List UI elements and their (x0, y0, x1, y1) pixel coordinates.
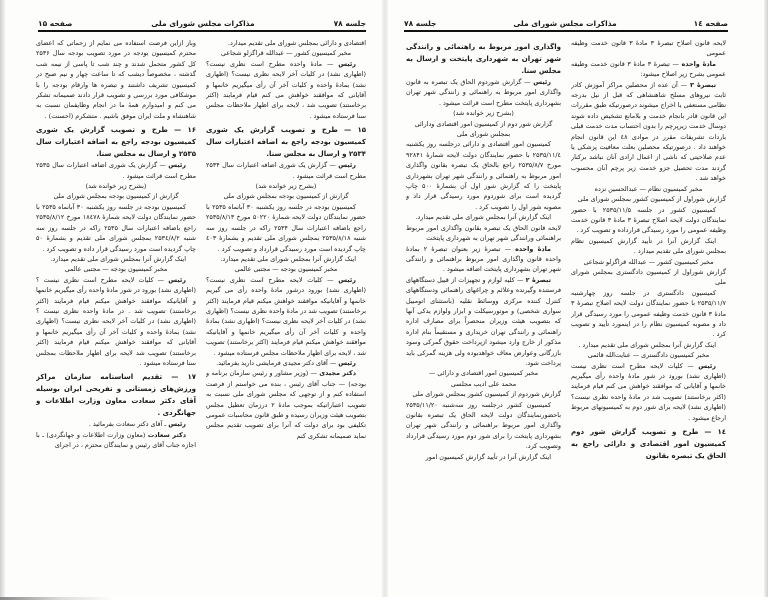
scan-edge-left (0, 0, 5, 600)
centered-line: گزارش از کمیسیون بودجه بمجلس شورای ملی (53, 192, 179, 201)
speaker-name: مادهٔ واحده (515, 244, 551, 253)
speech-text: — کلیات لایحه مطرح است نظری نیست ؟ (اظهاری نشد) بورود در شور مادهٔ واحده رأی میگیریم خانمها و آقایانیکه موافقند خواهش میکنم قیام فرمایند (اکثر برخاستند) تصویب شد . در مادهٔ واحده نظری نیست ؟ (اظهاری نشد) در کلیات آخر لایحه نظری نیست؟ (اظهاری نشد) بمادهٔ واحده و کلیات آخر آن رأی میگیریم خانمها و آقایانی که موافقند خواهش میکنم قیام فرمایند (اکثر برخاستند) تصویب شد لایحه برای اظهار ملاحظات بمجلس سنا فرستاده میشود . (36, 275, 196, 367)
agenda-item-heading: ۱۶ — طرح و تصویب گزارش یک شوری کمیسیون بودجه راجع به اضافه اعتبارات سال ۲۵۳۵ و ارسال به مجلس سنا. (36, 126, 196, 159)
text-columns (36, 38, 366, 600)
column-left (406, 38, 561, 600)
speech-text: — تبصرهٔ زیر بعنوان تبصرهٔ ۲ بمادهٔ واحده قانون واگذاری امور مربوط براهنمائی و رانندگی شهر تهران بشهرداری پایتخت اضافه میشود . (406, 244, 561, 274)
speech-text: — گزارش شوردوم الحاق یک تبصره به قانون واگذاری امور مربوط به راهنمائی و رانندگی شهر تهران بشهرداری پایتخت مطرح است قرائت میشود . (406, 78, 561, 107)
column-left (36, 38, 196, 600)
centered-line: مخبر کمیسیون امور اقتصادی و دارائی — (428, 369, 539, 378)
centered-line: مخبر کمیسیون بودجه — مجتبی عالمی (234, 265, 338, 274)
speech-paragraph (406, 77, 561, 108)
agenda-item-heading: ۱٤ — طرح و تصویب گزارش شور دوم کمیسیون امور اقتصادی و دارائی راجع به الحاق یک تبصره بقانون (571, 428, 726, 461)
page-14 (392, 0, 764, 600)
speech-paragraph (36, 160, 196, 181)
speech-paragraph (571, 59, 726, 80)
speech-paragraph (36, 419, 196, 429)
speech-text: (معاون وزارت اطلاعات و جهانگردی) ـ با اجازه جناب آقای رئیس و نمایندگان محترم ، در اجرای (36, 430, 196, 450)
page-15 (8, 0, 380, 600)
body-paragraph: لایحه قانون الحاق یک تبصره بقانون واگذاری امور مربوط براهنمائی ورانندگی شهر تهران به شهرداری پایتخت (406, 223, 561, 243)
speaker-name: تبصرهٔ ۳ (689, 80, 716, 89)
text-columns (406, 38, 726, 600)
agenda-item-heading: واگذاری امور مربوط به راهنمائی و رانندگی شهر تهران به شهرداری پایتخت و ارسال به مجلس سنا. (406, 43, 561, 75)
body-paragraph: اینک گزارش آنرا در تأیید گزارش کمیسیون نظام بمجلس شورای ملی تقدیم میدارد . (571, 236, 726, 256)
speech-paragraph (206, 275, 366, 358)
centered-line: گزارش شور دوم از کمیسیون امور اقتصادی ودارائی بمجلس شورای ملی (414, 119, 553, 139)
session-label: جلسه ۷۸ (333, 19, 366, 28)
speech-text: — آقای دکتر مجیدی فرمایشی دارید بفرمائید. (216, 358, 339, 367)
body-paragraph: کمیسیون بودجه در جلسه روز یکشنبه ۳۰ آبانماه ۲۵۳۵ با حضور نمایندگان دولت لایحه شمارهٔ ۵۰۲۲۰ مورخ ۲۵۳۵/۸/۱۳ راجع باضافه اعتبارات سال ۲۵۳۴ راکه در جلسه روز سه شنبه ۲۵۳۵/۸/۱۸ بمجلس شورای ملی تقدیم و بشمارهٔ ٤۰۳ چاپ گردیده است مورد رسیدگی قرارداد و تصویب کرد . (206, 202, 366, 253)
centered-line: مخبر کمیسیون کشور — عبدالله قراگزلو شجاعی (220, 49, 352, 58)
centered-line: مخبر کمیسیون دادگستری — عنایت‌الله قائمی (587, 351, 710, 360)
speaker-name: مادهٔ واحده (681, 59, 716, 68)
body-paragraph: گزارش شوراول از کمیسیون کشور بمجلس شورای ملی (577, 195, 726, 204)
speech-paragraph (206, 368, 366, 441)
book-gutter (382, 0, 388, 600)
body-paragraph: اینک گزارش آنرا بمجلس شورای ملی تقدیم میدارد . (578, 340, 716, 349)
page-header (404, 12, 728, 32)
speech-paragraph (206, 59, 366, 121)
centered-line: مخبر کمیسیون کشور — عبدالله قراگزلو شجاعی (583, 257, 714, 266)
speech-text: — آن عده از محصلین مراکز آموزش کادر ثابت نیروهای مسلح شاهنشاهی که قبل از نیل بدرجه نظامی مستعفی یا اخراج میشوند درصورتیکه طبق مقررات این قانون قادر بانجام خدمت و بلامانع تشخیص داده شوند دوسال خدمت زیرپرچم را بدون احتساب مدت خدمت قبلی باردات تشریفات مقرر در موادی ٤۸ این قانون انجام خواهند داد . درصورتیکه محصلین بعلت معافیت پزشکی یا عدم صلاحیتی که ناشی از اعمال ارادی آنان نباشد برکنار گردند مدت تحصیل جزو خدمت زیر پرچم آنان محسوب خواهد شد . (571, 80, 726, 183)
speech-paragraph (406, 275, 561, 369)
column-right (206, 38, 366, 600)
body-paragraph: کمیسیون کشور درجلسه روز سه‌شنبه ۲۵۳۵/۱۱/۲۰ باحضورنمایندگان دولت لایحه الحاق یک تبصره بقانون واگذاری امور مربوط براهنمائی و رانندگی شهر تهران بشهرداری پایتخت را برای شور دوم مورد رسیدگی قرارداد وتصویب کرد. (406, 400, 561, 451)
speech-paragraph (206, 358, 366, 368)
speaker-name: رئیس (338, 59, 356, 68)
speech-text: — مادهٔ واحده مطرح است نظری نیست؟ (اظهاری نشد) در کلیات آخر لایحه نظری نیست؟ (اظهاری نشد) بمادهٔ واحده و کلیات آخر آن رأی میگیریم خانمها و آقایانی که موافقند خواهش می کنم قیام فرمایند (اکثر برخاستند) تصویب شد ، لایحه برای اظهار ملاحظات مجلس سنا فرستاده میشود . (206, 59, 366, 120)
body-paragraph: وباز ازاین فرصت استفاده می نمایم از زحماتی که اعضای محترم کمیسیون بودجه در مورد تصویب بودجه سال ۲۵۳۶ کل کشور متحمل شدند و چند شب تا پاسی از نیمه شب گذشته ، مخصوصاً دیشب که تا ساعت چهار و نیم صبح در کمیسیون تشریف داشتند و تبصره ها وارقام بودجه را با موشکافی مورد بررسی و تصویب قرار دادند صمیمانه تشکر می کنم و امیدوارم همهٔ ما در انجام وظایفمان نسبت به شاهنشاه و ملت ایران موفق باشیم . متشکرم (احسنت) . (36, 39, 196, 120)
speech-paragraph (206, 160, 366, 181)
body-paragraph: اینک گزارش آنرا در تأیید گزارش کمیسیون امور (425, 452, 551, 461)
body-paragraph: اقتصادی و دارائی بمجلس شورای ملی تقدیم میدارد. (227, 39, 366, 47)
body-paragraph: کمیسیون دادگستری در جلسه روز چهارشنبه ۲۵۳۵/۱۱/۷ با حضور نمایندگان دولت لایحه اصلاح تبصرهٔ ۳ مادهٔ ۳ قانون خدمت وظیفه عمومی را مورد رسیدگی قرار داد و مصوبه کمیسیون نظام را در اینمورد تأیید و تصویب کرد . (571, 288, 726, 339)
speech-text: — تبصرهٔ ۳ مادهٔ ۳ قانون خدمت وظیفه عمومی بشرح زیر اصلاح میشود: (571, 59, 726, 79)
centered-line: مخبر کمیسیون نظام — عبدالحسین نزده (594, 184, 703, 193)
body-paragraph: لایحه قانون اصلاح تبصرهٔ ۳ مادهٔ ۳ قانون خدمت وظیفه عمومی (571, 39, 726, 58)
speech-text: — کلیات لایحه مطرح است نظری نیست؟ (اظهاری نشد) بورود درشور مادهٔ واحده رأی می گیریم خانمها و آقایانیکه موافقند خواهش میکنم قیام فرمایند (اکثر برخاستند) تصویب شد در مادهٔ واحده نظری نیست؟ (اظهاری نشد) در کلیات آخر لایحه نظری نیست؟ (اظهاری نشد) بمادهٔ واحده و کلیات آخر آن رأی میگیریم خانمها و آقایانیکه موافقند خواهش میکنم قیام فرمایند (اکثر برخاستند) تصویب شد ، لایحه برای اظهار ملاحظات مجلس فرستاده میشود . (206, 275, 366, 357)
speech-paragraph (36, 430, 196, 451)
agenda-item-heading: ۱۵ — طرح و تصویب گزارش یک شوری کمیسیون بودجه راجع به اضافه اعتبارات سال ۲۵۳۴ و ارسال به مجلس سنا. (206, 126, 366, 159)
page-number: صفحه ۱٤ (693, 19, 728, 28)
scan-edge-right (764, 0, 768, 600)
speech-paragraph (406, 244, 561, 275)
speech-paragraph (36, 275, 196, 369)
body-paragraph: کمیسیون کشور در جلسه ۲۵۳۵/۱۱/۵ با حضور نمایندگان دولت لایحه اصلاح تبصرهٔ ۳ مادهٔ ۳ قانون خدمت وظیفه عمومی را مورد رسیدگی قرارداده و تصویب کرد . (571, 205, 726, 235)
speaker-name: رئیس (168, 275, 186, 284)
session-label: جلسه ۷۸ (404, 19, 437, 28)
speaker-name: رئیس (338, 358, 356, 367)
centered-line: گزارش از کمیسیون بودجه بمجلس شورای ملی (223, 192, 349, 201)
body-paragraph: گزارش شوراول از کمیسیون دادگستری بمجلس شورای ملی (571, 267, 726, 287)
speaker-name: دکتر سعادت (147, 430, 186, 439)
body-paragraph: اینک گزارش آنرا بمجلس شورای ملی تقدیم میدارد. (50, 254, 186, 263)
speech-text: — کلیات لایحه مطرح است نظری نیست (اظهاری نشد) بورود در شور مادهٔ واحده رأی میگیریم خانمها و آقایانی که موافقند خواهش می کنم قیام فرمایند (اکثر برخاستند) تصویب شد در مادهٔ واحده نظری نیست؟ (اظهاری نشد) لایحه برای شور دوم به کمیسیونهای مربوط ارجاع میشود . (571, 361, 726, 422)
centered-line: (بشرح زیر خوانده شد) (85, 182, 147, 191)
page-header (38, 12, 366, 32)
body-paragraph: کمیسیون بودجه در جلسه روز یکشنبه ۳۰ آبانماه ۲۵۳۵ با حضور نمایندگان دولت لایحه شمارهٔ ۱۸٤۷۸ مورخ ۲۵۳۵/۸/۱۲ راجع باضافه اعتبارات سال ۲۵۳۵ راکه در جلسه روز سه شنبه ۲۵۳٤/۸/۲ بمجلس شورای ملی تقدیم و بشمارهٔ ۵۰ چاپ گردیده است مورد رسیدگی قرار داده و تصویب کرد . (36, 202, 196, 253)
speech-paragraph (571, 80, 726, 184)
speech-text: — کلیه لوازم و تجهیزات از قبیل دستگاههای فرستنده وگیرنده وعلائم و چراغهای راهنمائی ودستگاههای کنترل کننده مرکزی ووسائط نقلیه (باستثنای اتومبیل سواری شخصی) و موتورسیکلت و ابزار ولوازم یدکی آنها که بتصویب هیئت وزیران منحصراً برای مصارف اداره راهنمائی و رانندگی تهران خریداری و مستقیماً بنام اداره مذکور از خارج وارد میشود ازپرداخت حقوق گمرکی وسود بازرگانی وعوارض معاف خواهدبوده ولی هزینه گمرکی باید پرداخت شود. (406, 275, 561, 367)
running-title: مذاکرات مجلس شورای ملی (513, 19, 617, 28)
agenda-item-heading: ۱۷ — تقدیم اساسنامه سازمان مراکز ورزش‌های زمستانی و تفریحی ایران بوسیله آقای دکتر سعادت معاون وزارت اطلاعات و جهانگردی . (36, 373, 196, 418)
centered-line: محمد علی ادیب مجلسی (450, 379, 517, 388)
speaker-name: رئیس (338, 161, 356, 170)
centered-line: (بشرح زیر خوانده شد) (255, 182, 317, 191)
column-right (571, 38, 726, 600)
speaker-name: تبصرهٔ ۲ (525, 275, 552, 284)
speech-text: — گزارش یک شوری اضافه اعتبارات سال ۲۵۳۴ مطرح است قرائت میشود . (206, 161, 366, 180)
speech-text: — (وزیر مشاور و رئیس سازمان برنامه و بودجه) — جناب آقای رئیس ، بنده می خواستم از فرصت استفاده کنم و از توجهی که مجلس شورای ملی نسبت به تصویب اعتباراتیکه بموجب مادهٔ ۲ درزمان تعطیل مجلس بتصویب هیئت وزیران رسیده و طبق قانون محاسبات عمومی تکلیفی بود برای دولت که آنرا برای تصویب تقدیم مجلس نماید صمیمانه تشکری کنم (206, 369, 366, 440)
speaker-name: رئیس (168, 420, 186, 429)
speech-paragraph (571, 361, 726, 423)
body-paragraph: کمیسیون امور اقتصادی و دارائی درجلسه روز یکشنبه ۲۵۳۵/۱۱/٤ با حضور نمایندگان دولت لایحه شمارهٔ ۹۲۸۴۱ مورخ ۲۵۳۵/۸/۷ راجع بالحاق یک تبصره بقانون واگذاری امور مربوط به راهنمائی و رانندگی شهر تهران بشهرداری پایتخت را که گزارش شور اول آن بشمارهٔ ۵۰۰ چاپ گردیده است برای شوردوم مورد رسیدگی قرار داد و مصوبه شور اول را تصویب کرد . (406, 140, 561, 211)
centered-line: (بشرح زیر خوانده شد) (453, 109, 514, 118)
body-paragraph: اینک گزارش آنرا بمجلس شورای ملی تقدیم میدارد. (415, 213, 551, 222)
speaker-name: رئیس (698, 361, 716, 370)
speaker-name: دکتر مجیدی (319, 369, 356, 378)
speech-text: ـ آقای دکتر سعادت بفرمائید . (88, 420, 169, 429)
speaker-name: رئیس (338, 275, 356, 284)
speaker-name: رئیس (168, 161, 186, 170)
centered-line: مخبر کمیسیون بودجه — مجتبی عالمی (64, 265, 168, 274)
page-number: صفحه ۱۵ (38, 19, 73, 28)
speech-text: — گزارش یک شوری اضافه اعتبارات سال ۲۵۳۵ مطرح است قرائت میشود . (36, 161, 196, 180)
running-title: مذاکرات مجلس شورای ملی (151, 19, 255, 28)
body-paragraph: گزارش شوردوم از کمیسیون کشور بمجلس شورای ملی (412, 390, 561, 399)
speaker-name: رئیس (533, 78, 551, 86)
body-paragraph: اینک گزارش آنرا بمجلس شورای ملی تقدیم میدارد. (220, 254, 356, 263)
